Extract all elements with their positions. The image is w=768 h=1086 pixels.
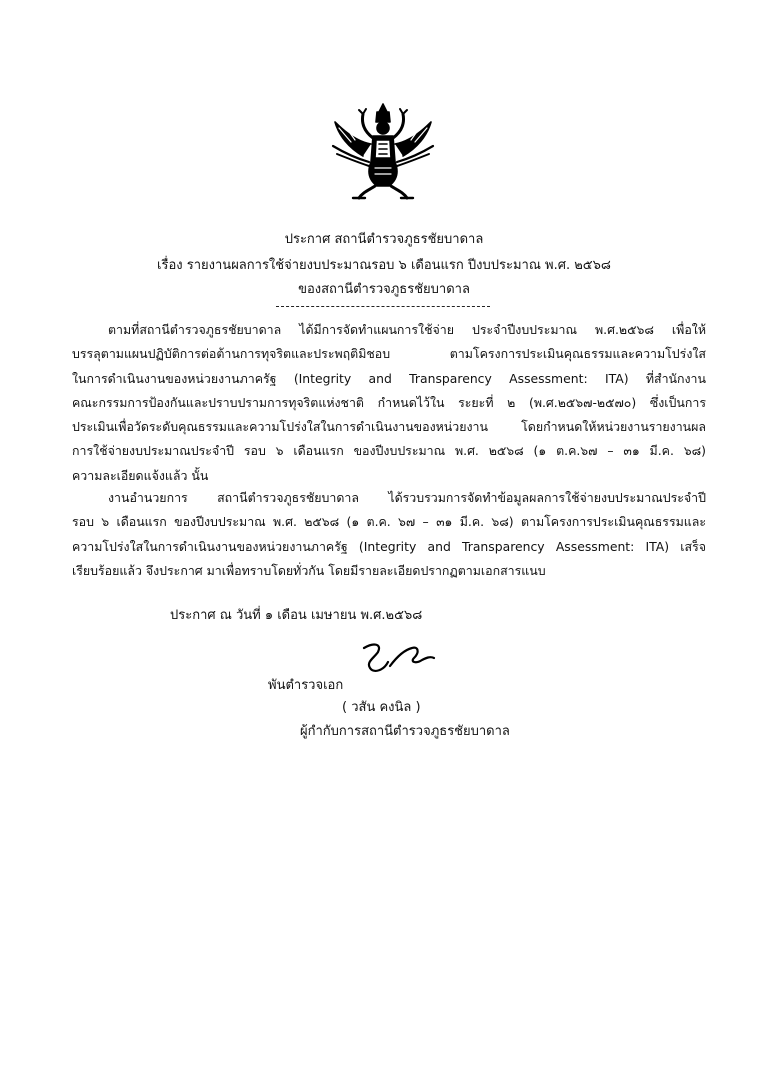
paragraph-line: การใช้จ่ายงบประมาณประจำปี รอบ ๖ เดือนแรก ของปีงบประมาณ พ.ศ. ๒๕๖๘ (๑ ต.ค.๖๗ – ๓๑ มี.ค. ๖๘) bbox=[72, 443, 706, 459]
paragraph-line: บรรลุตามแผนปฏิบัติการต่อต้านการทุจริตและประพฤติมิชอบ ตามโครงการประเมินคุณธรรมและความโปร่งใส bbox=[72, 346, 706, 362]
announcement-date: ประกาศ ณ วันที่ ๑ เดือน เมษายน พ.ศ.๒๕๖๘ bbox=[170, 608, 423, 623]
announcement-title: ประกาศ สถานีตำรวจภูธรชัยบาดาล bbox=[284, 232, 484, 247]
paragraph-1 bbox=[72, 318, 706, 488]
announcement-issuer: ของสถานีตำรวจภูธรชัยบาดาล bbox=[298, 282, 470, 297]
paragraph-line: รอบ ๖ เดือนแรก ของปีงบประมาณ พ.ศ. ๒๕๖๘ (๑ ต.ค. ๖๗ – ๓๑ มี.ค. ๖๘) ตามโครงการประเมินคุณธรรมและ bbox=[72, 514, 706, 530]
announcement-subject: เรื่อง รายงานผลการใช้จ่ายงบประมาณรอบ ๖ เดือนแรก ปีงบประมาณ พ.ศ. ๒๕๖๘ bbox=[157, 258, 611, 273]
signer-rank: พันตำรวจเอก bbox=[268, 678, 344, 693]
paragraph-line: ความโปร่งใสในการดำเนินงานของหน่วยงานภาครัฐ (Integrity and Transparency Assessment: ITA) เสร็จ bbox=[72, 538, 706, 554]
paragraph-2 bbox=[72, 486, 706, 583]
paragraph-line: ในการดำเนินงานของหน่วยงานภาครัฐ (Integrity and Transparency Assessment: ITA) ที่สำนักงาน bbox=[72, 370, 706, 386]
signer-name: ( วสัน คงนิล ) bbox=[342, 700, 421, 715]
paragraph-line: เรียบร้อยแล้ว จึงประกาศ มาเพื่อทราบโดยทั่วกัน โดยมีรายละเอียดปรากฏตามเอกสารแนบ bbox=[72, 562, 546, 578]
header-divider bbox=[276, 306, 490, 307]
paragraph-line: งานอำนวยการ สถานีตำรวจภูธรชัยบาดาล ได้รวบรวมการจัดทำข้อมูลผลการใช้จ่ายงบประมาณประจำปี bbox=[108, 490, 706, 505]
signer-position: ผู้กำกับการสถานีตำรวจภูธรชัยบาดาล bbox=[300, 724, 510, 739]
garuda-emblem-icon bbox=[329, 102, 437, 202]
paragraph-line: ตามที่สถานีตำรวจภูธรชัยบาดาล ได้มีการจัดทำแผนการใช้จ่าย ประจำปีงบประมาณ พ.ศ.๒๕๖๘ เพื่อให้ bbox=[108, 322, 706, 337]
paragraph-line: ประเมินเพื่อวัดระดับคุณธรรมและความโปร่งใสในการดำเนินงานของหน่วยงาน โดยกำหนดให้หน่วยงานรายงานผล bbox=[72, 419, 706, 435]
paragraph-line: ความละเอียดแจ้งแล้ว นั้น bbox=[72, 467, 209, 483]
handwritten-signature-icon bbox=[360, 640, 438, 676]
paragraph-line: คณะกรรมการป้องกันและปราบปรามการทุจริตแห่งชาติ กำหนดไว้ใน ระยะที่ ๒ (พ.ศ.๒๕๖๗-๒๕๗๐) ซึ่งเป็นการ bbox=[72, 394, 706, 410]
